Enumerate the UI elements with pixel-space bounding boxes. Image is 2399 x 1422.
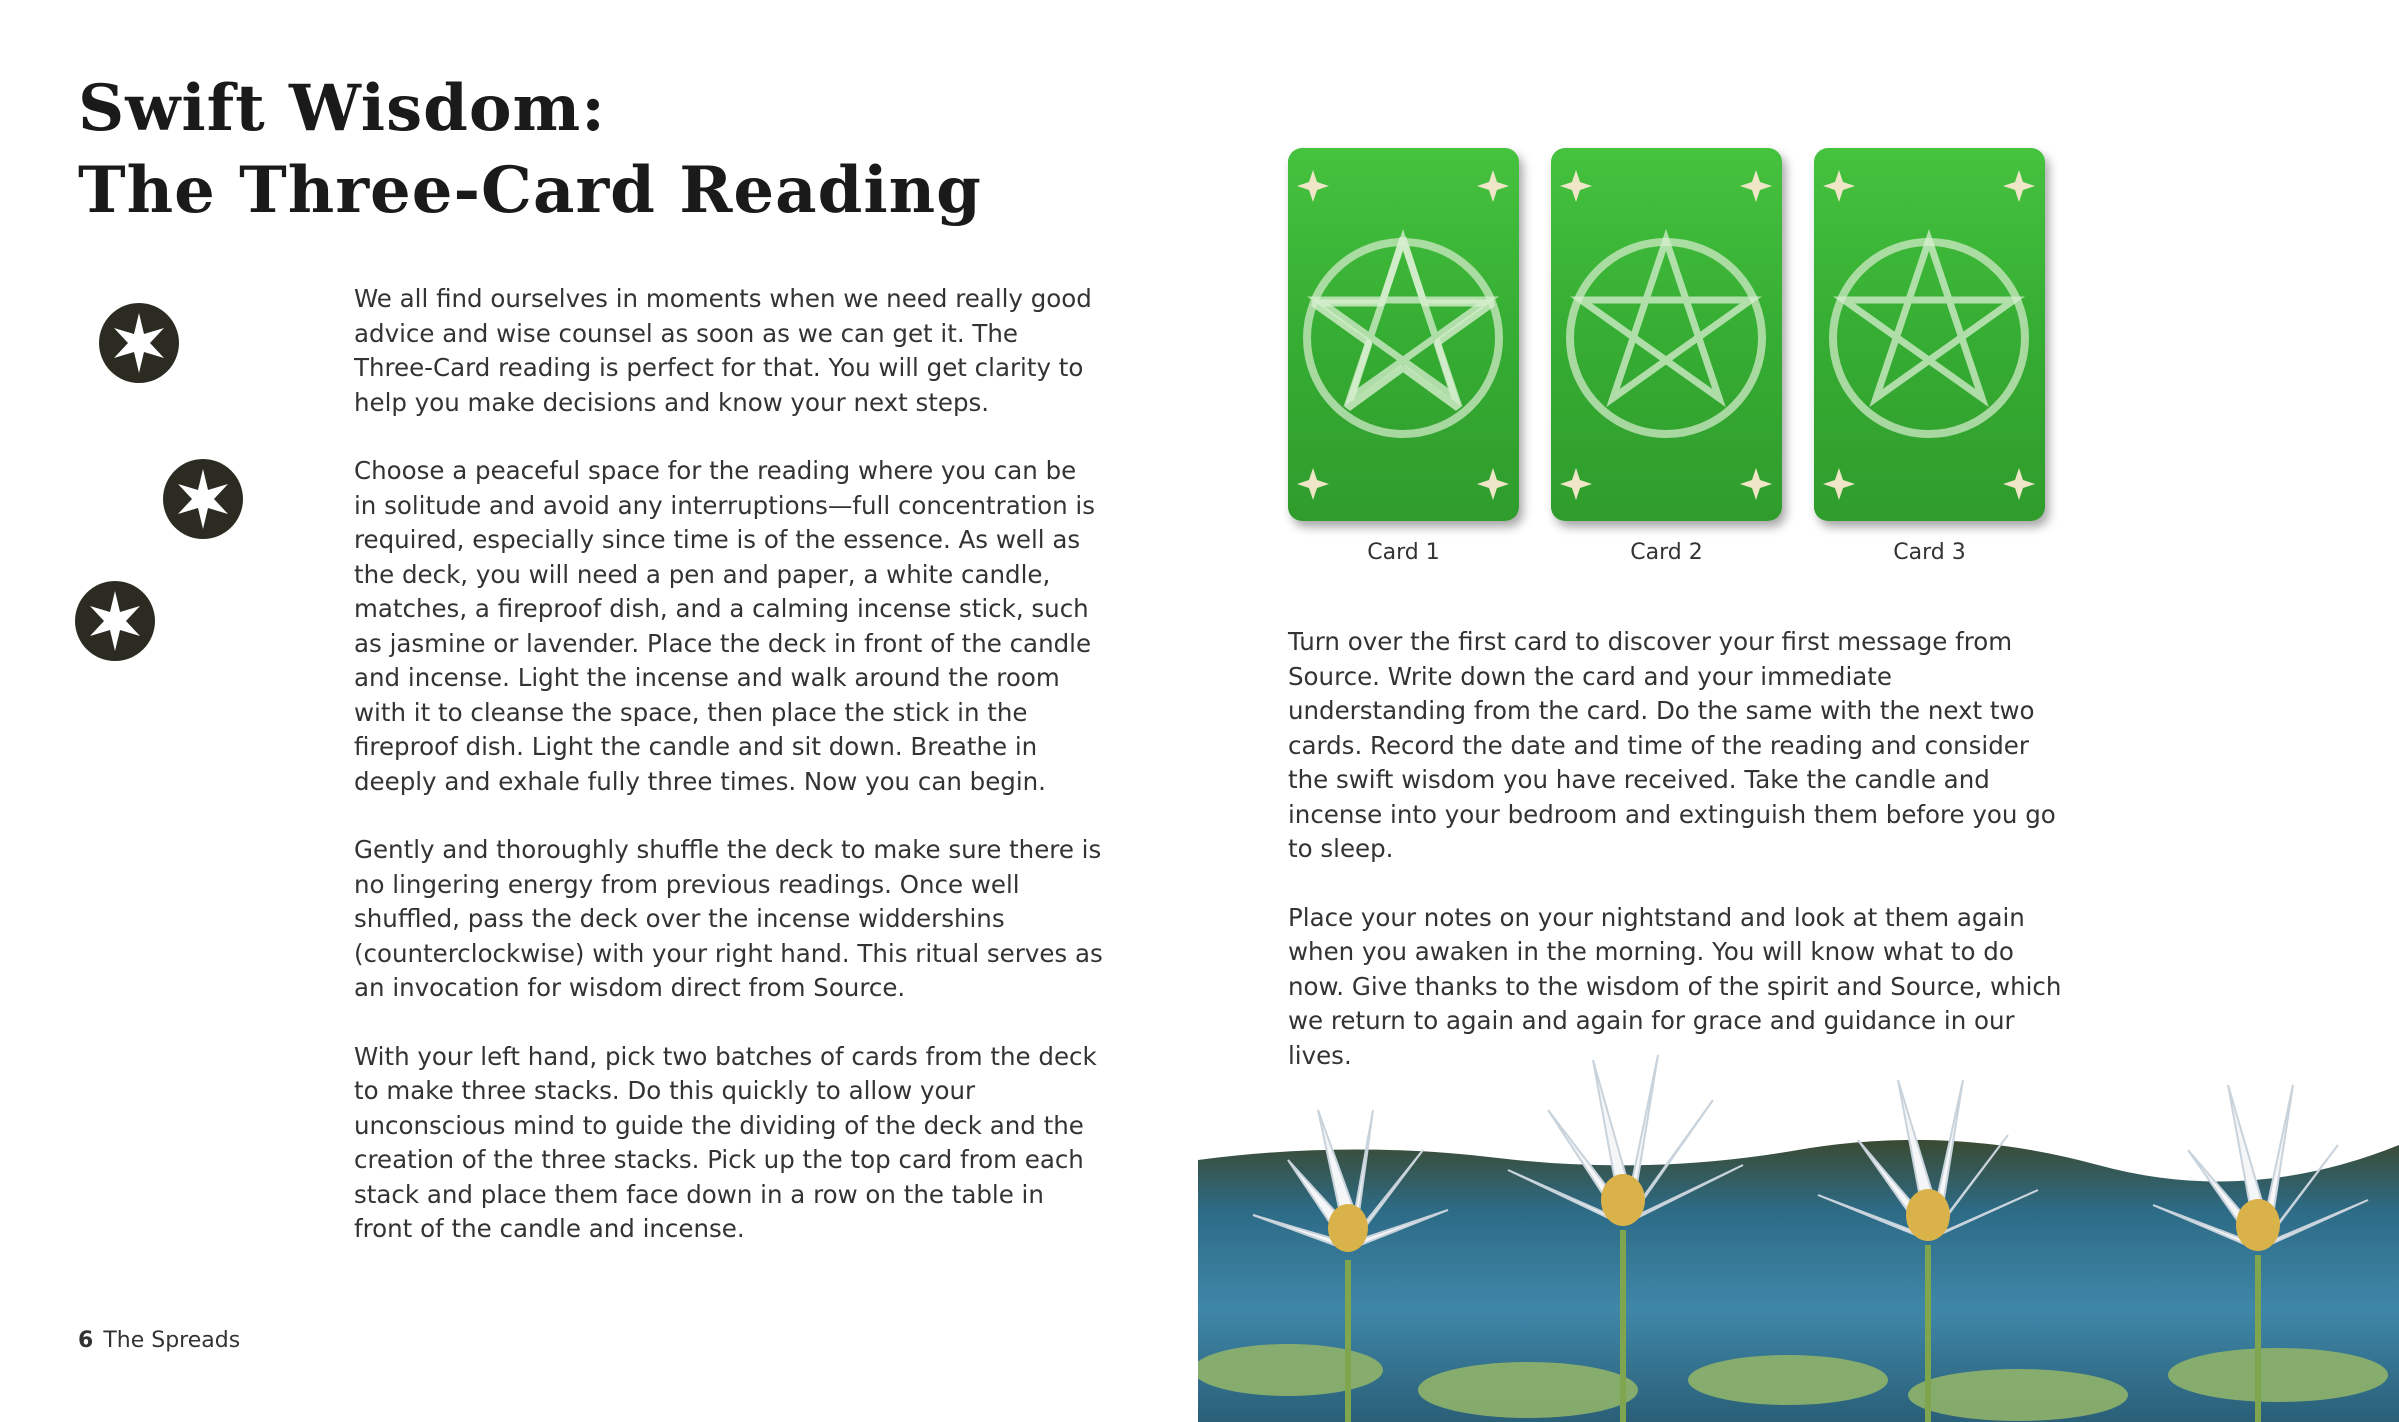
page-number: 6 xyxy=(78,1328,94,1353)
reveal-paragraph: Turn over the first card to discover your first message from Source. Write down the card and your immediate understanding from the card. Do the same with the next two cards. Record the date and time of the reading and consider the swift wisdom you have received. Take the candle and incense into your bedroom and extinguish them before you go to sleep. xyxy=(1288,627,2056,863)
right-column xyxy=(1288,625,2068,1107)
card-back-2 xyxy=(1551,148,1782,521)
stacks-paragraph: With your left hand, pick two batches of cards from the deck to make three stacks. Do this quickly to allow your unconscious mind to guide the dividing of the deck and the creation of the three stacks. Pick up the top card from each stack and place them face down in a row on the table in front of the candle and incense. xyxy=(354,1041,1097,1243)
card-back-3 xyxy=(1814,148,2045,521)
page-title xyxy=(78,68,982,232)
title-line-1: Swift Wisdom: xyxy=(78,71,606,146)
star-emblem-icon xyxy=(72,578,158,664)
star-emblem-icon xyxy=(160,456,246,542)
star-emblem-icon xyxy=(96,300,182,386)
closing-paragraph: Place your notes on your nightstand and look at them again when you awaken in the morning. You will know what to do now. Give thanks to the wisdom of the spirit and Source, which we return to again and again for grace and guidance in our lives. xyxy=(1288,902,2062,1070)
section-name: The Spreads xyxy=(103,1328,241,1353)
page-footer xyxy=(78,1328,240,1353)
pentacle-card-icon xyxy=(1551,148,1782,521)
intro-paragraph: We all find ourselves in moments when we need really good advice and wise counsel as soon as we can get it. The Three-Card reading is perfect for that. You will get clarity to help you make decisions and know your next steps. xyxy=(354,284,1092,417)
card-caption-1: Card 1 xyxy=(1367,540,1440,565)
card-caption-3: Card 3 xyxy=(1893,540,1966,565)
card-back-1 xyxy=(1288,148,1519,521)
pentacle-card-icon xyxy=(1814,148,2045,521)
card-caption-2: Card 2 xyxy=(1630,540,1703,565)
pentacle-card-icon xyxy=(1288,148,1519,521)
left-column xyxy=(354,282,1104,1281)
title-line-2: The Three-Card Reading xyxy=(78,153,982,228)
shuffle-paragraph: Gently and thoroughly shuffle the deck to make sure there is no lingering energy from previous readings. Once well shuffled, pass the deck over the incense widdershins (counterclockwise) with your right hand. This ritual serves as an invocation for wisdom direct from Source. xyxy=(354,835,1103,1002)
three-card-spread xyxy=(1288,148,2048,568)
water-lily-illustration xyxy=(1198,1040,2399,1422)
preparation-paragraph: Choose a peaceful space for the reading where you can be in solitude and avoid any interruptions—full concentration is required, especially since time is of the essence. As well as the deck, you will need a pen and paper, a white candle, matches, a fireproof dish, and a calming incense stick, such as jasmine or lavender. Place the deck in front of the candle and incense. Light the incense and walk around the room with it to cleanse the space, then place the stick in the fireproof dish. Light the candle and sit down. Breathe in deeply and exhale fully three times. Now you can begin. xyxy=(354,456,1095,796)
